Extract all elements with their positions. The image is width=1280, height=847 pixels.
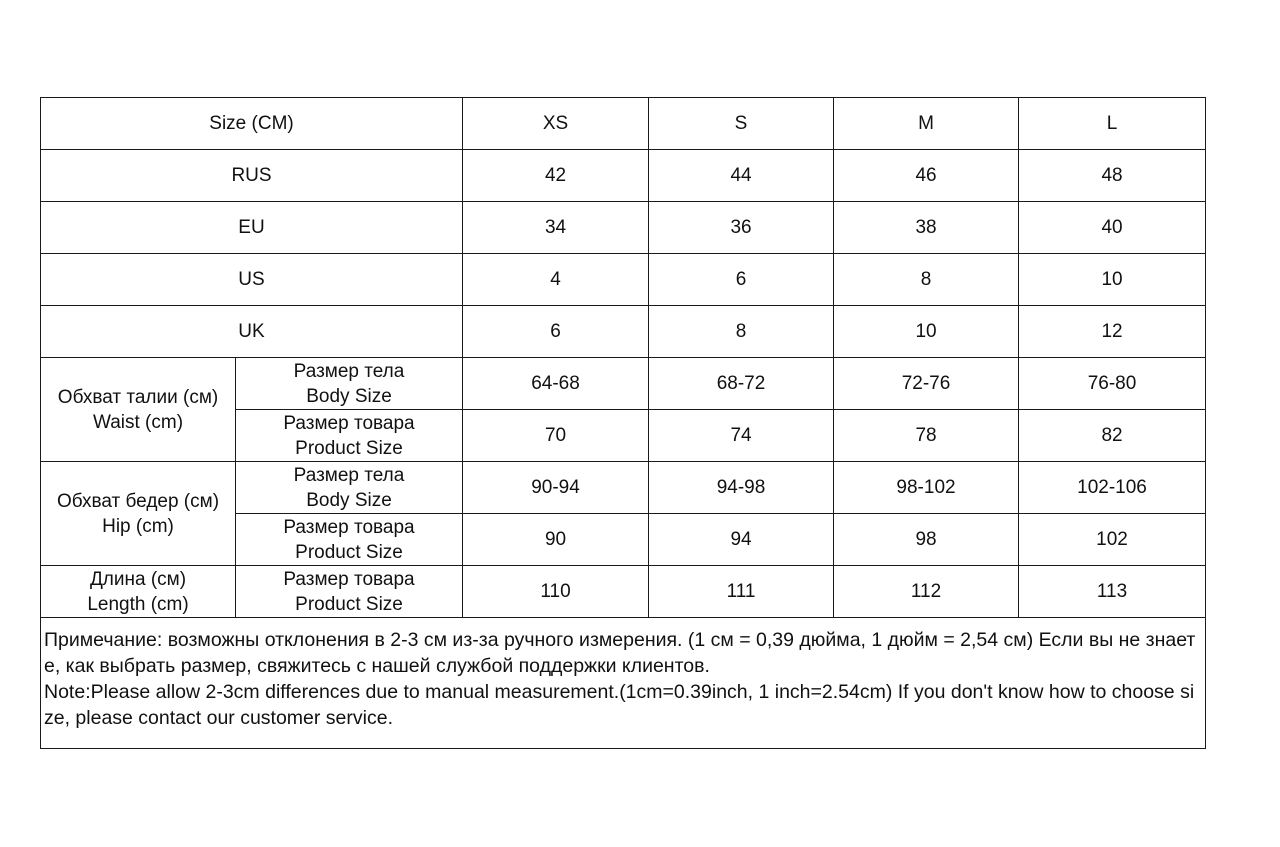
length-label-en: Length (cm) [87, 593, 189, 615]
size-header-s: S [649, 98, 834, 150]
table-row-uk [41, 306, 1206, 358]
size-header-xs: XS [463, 98, 649, 150]
measure-type-ru: Размер тела [293, 360, 405, 382]
table-cell: 48 [1019, 150, 1206, 202]
table-cell: 6 [463, 306, 649, 358]
table-cell: 42 [463, 150, 649, 202]
measure-type-label [236, 566, 463, 618]
hip-label-ru: Обхват бедер (см) [56, 490, 220, 512]
table-cell: 64-68 [463, 358, 649, 410]
length-label-ru: Длина (см) [89, 568, 187, 590]
table-cell: 111 [649, 566, 834, 618]
table-cell: 113 [1019, 566, 1206, 618]
table-cell: 10 [834, 306, 1019, 358]
row-label-eu: EU [41, 202, 463, 254]
table-cell: 112 [834, 566, 1019, 618]
table-cell: 68-72 [649, 358, 834, 410]
length-label [41, 566, 236, 618]
table-cell: 94-98 [649, 462, 834, 514]
measure-type-ru: Размер товара [283, 412, 415, 434]
table-row-rus [41, 150, 1206, 202]
table-cell: 102-106 [1019, 462, 1206, 514]
measure-type-ru: Размер товара [283, 516, 415, 538]
table-cell: 72-76 [834, 358, 1019, 410]
measure-type-en: Product Size [295, 541, 403, 563]
header-row [41, 98, 1206, 150]
table-cell: 98-102 [834, 462, 1019, 514]
measure-type-ru: Размер товара [283, 568, 415, 590]
waist-label-ru: Обхват талии (см) [57, 386, 219, 408]
table-cell: 82 [1019, 410, 1206, 462]
table-row-us [41, 254, 1206, 306]
row-label-rus: RUS [41, 150, 463, 202]
measure-type-en: Product Size [295, 593, 403, 615]
table-cell: 94 [649, 514, 834, 566]
table-row-waist-body [41, 358, 1206, 410]
row-label-us: US [41, 254, 463, 306]
waist-label [41, 358, 236, 462]
table-cell: 8 [649, 306, 834, 358]
table-cell: 12 [1019, 306, 1206, 358]
table-cell: 98 [834, 514, 1019, 566]
note-cell [41, 618, 1206, 749]
table-cell: 78 [834, 410, 1019, 462]
table-cell: 8 [834, 254, 1019, 306]
table-cell: 44 [649, 150, 834, 202]
table-cell: 90-94 [463, 462, 649, 514]
measure-type-en: Product Size [295, 437, 403, 459]
table-cell: 110 [463, 566, 649, 618]
measure-type-label [236, 358, 463, 410]
size-chart-table [40, 97, 1206, 749]
table-cell: 6 [649, 254, 834, 306]
note-english: Note:Please allow 2-3cm differences due to manual measurement.(1cm=0.39inch, 1 inch=2.54cm) If you don't know how to choose size, please contact our customer service. [44, 681, 1195, 729]
table-cell: 10 [1019, 254, 1206, 306]
table-cell: 4 [463, 254, 649, 306]
measure-type-en: Body Size [306, 385, 392, 407]
size-header-l: L [1019, 98, 1206, 150]
row-label-uk: UK [41, 306, 463, 358]
table-cell: 38 [834, 202, 1019, 254]
table-row-eu [41, 202, 1206, 254]
measure-type-ru: Размер тела [293, 464, 405, 486]
table-cell: 76-80 [1019, 358, 1206, 410]
table-cell: 90 [463, 514, 649, 566]
table-cell: 70 [463, 410, 649, 462]
size-header-m: M [834, 98, 1019, 150]
measure-type-label [236, 462, 463, 514]
table-cell: 74 [649, 410, 834, 462]
table-cell: 34 [463, 202, 649, 254]
table-row-length [41, 566, 1206, 618]
measure-type-label [236, 410, 463, 462]
waist-label-en: Waist (cm) [92, 411, 184, 433]
table-row-hip-body [41, 462, 1206, 514]
table-cell: 102 [1019, 514, 1206, 566]
table-cell: 40 [1019, 202, 1206, 254]
note-row [41, 618, 1206, 749]
size-header-label: Size (CM) [41, 98, 463, 150]
table-cell: 46 [834, 150, 1019, 202]
measure-type-label [236, 514, 463, 566]
note-russian: Примечание: возможны отклонения в 2-3 см из-за ручного измерения. (1 см = 0,39 дюйма, 1 дюйм = 2,54 см) Если вы не знаете, как выбрать размер, свяжитесь с нашей службой поддержки клиентов. [44, 629, 1196, 677]
hip-label-en: Hip (cm) [102, 515, 174, 537]
measure-type-en: Body Size [306, 489, 392, 511]
hip-label [41, 462, 236, 566]
table-cell: 36 [649, 202, 834, 254]
